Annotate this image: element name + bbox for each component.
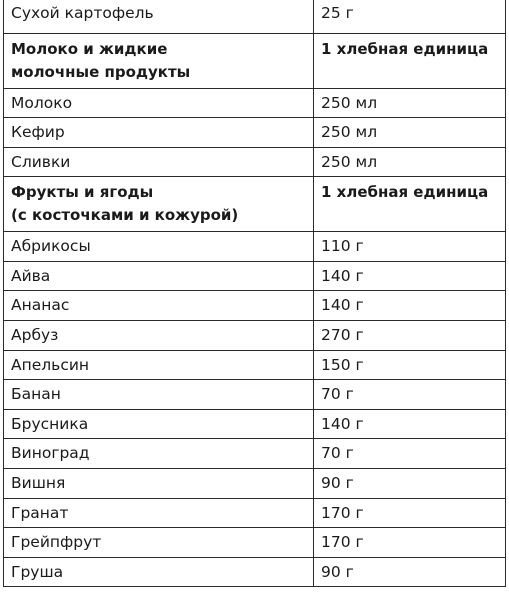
product-name: Абрикосы [4,232,314,262]
table-row [4,439,506,469]
product-amount: 150 г [314,350,506,380]
category-unit: 1 хлебная единица [314,177,506,232]
product-amount: 140 г [314,261,506,291]
bread-unit-table [3,0,506,587]
product-name: Вишня [4,469,314,499]
product-amount: 90 г [314,469,506,499]
product-amount: 140 г [314,291,506,321]
product-amount: 250 мл [314,118,506,148]
product-name: Виноград [4,439,314,469]
category-name [4,33,314,88]
table-row [4,118,506,148]
product-amount: 25 г [314,0,506,33]
category-name-line: Фрукты и ягоды [11,183,154,202]
table-row [4,498,506,528]
table-row [4,380,506,410]
category-name-line: молочные продукты [11,62,191,81]
product-amount: 270 г [314,321,506,351]
product-amount: 110 г [314,232,506,262]
category-name-line: (с косточками и кожурой) [11,206,239,225]
product-name: Грейпфрут [4,528,314,558]
table-row [4,469,506,499]
table-row [4,350,506,380]
table-row [4,232,506,262]
table-row [4,528,506,558]
category-header-row [4,177,506,232]
product-name: Ананас [4,291,314,321]
product-name: Сливки [4,147,314,177]
product-name: Айва [4,261,314,291]
product-name: Банан [4,380,314,410]
product-name: Арбуз [4,321,314,351]
category-header-row [4,33,506,88]
product-name: Молоко [4,88,314,118]
table-row [4,321,506,351]
category-unit: 1 хлебная единица [314,33,506,88]
product-name: Гранат [4,498,314,528]
table-row [4,261,506,291]
product-amount: 170 г [314,528,506,558]
product-name: Брусника [4,409,314,439]
category-name [4,177,314,232]
product-amount: 140 г [314,409,506,439]
product-amount: 250 мл [314,147,506,177]
product-name: Апельсин [4,350,314,380]
product-amount: 250 мл [314,88,506,118]
product-name: Груша [4,557,314,587]
product-name: Сухой картофель [4,0,314,33]
product-amount: 70 г [314,380,506,410]
product-amount: 170 г [314,498,506,528]
category-name-line: Молоко и жидкие [11,39,168,58]
product-amount: 90 г [314,557,506,587]
table-row [4,291,506,321]
table-row [4,557,506,587]
product-amount: 70 г [314,439,506,469]
product-name: Кефир [4,118,314,148]
table-row [4,88,506,118]
table-row [4,147,506,177]
table-row [4,409,506,439]
table-row [4,0,506,33]
